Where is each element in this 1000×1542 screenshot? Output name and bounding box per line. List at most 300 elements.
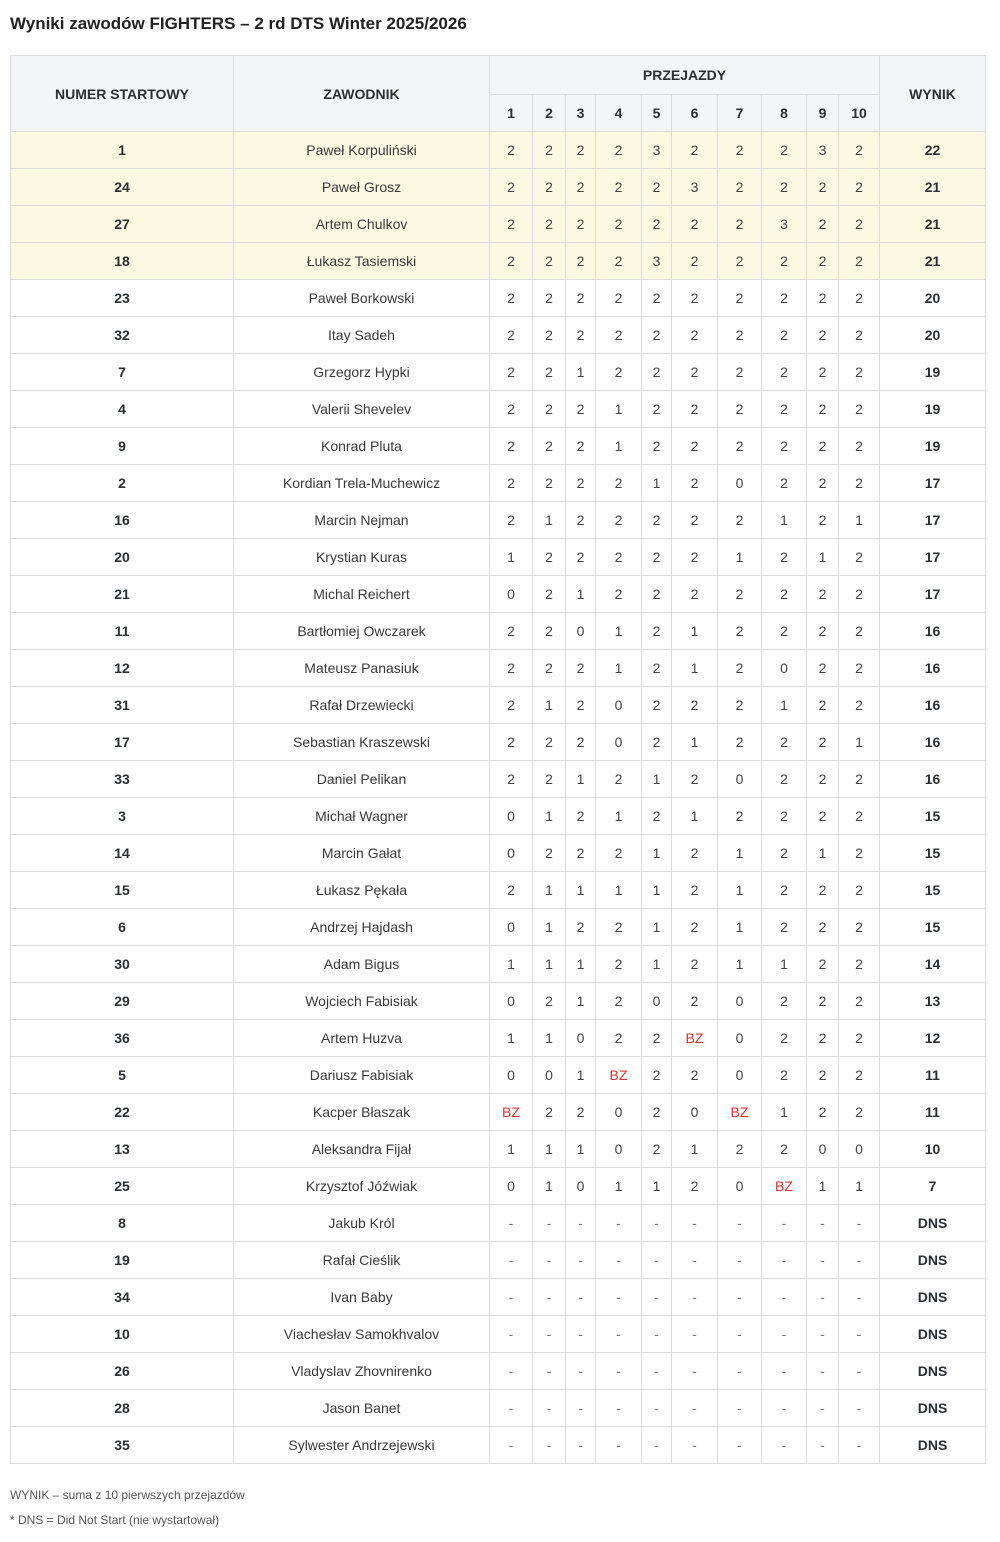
run-score-cell: 3 <box>672 169 718 206</box>
run-score-cell: 2 <box>672 132 718 169</box>
competitor-name-cell: Sylwester Andrzejewski <box>234 1427 490 1464</box>
run-score-cell: 1 <box>672 798 718 835</box>
run-score-cell: 1 <box>533 687 566 724</box>
run-score-cell: 2 <box>718 576 762 613</box>
run-score-cell: - <box>718 1279 762 1316</box>
run-score-cell: 2 <box>762 317 807 354</box>
start-number-cell: 24 <box>11 169 234 206</box>
run-score-cell: 2 <box>718 650 762 687</box>
run-score-cell: 2 <box>807 576 839 613</box>
run-score-cell: 2 <box>839 835 880 872</box>
run-score-cell: 2 <box>490 391 533 428</box>
table-row <box>11 650 986 687</box>
header-run-8: 8 <box>762 95 807 132</box>
run-score-cell: 1 <box>596 391 642 428</box>
competitor-name-cell: Adam Bigus <box>234 946 490 983</box>
run-score-cell: - <box>718 1242 762 1279</box>
run-score-cell: 0 <box>490 835 533 872</box>
run-score-cell: 2 <box>839 1020 880 1057</box>
result-cell: 17 <box>880 539 986 576</box>
run-score-cell: 2 <box>839 1094 880 1131</box>
run-score-cell: 2 <box>490 428 533 465</box>
run-score-cell: 1 <box>533 909 566 946</box>
run-score-cell: 1 <box>490 946 533 983</box>
run-score-cell: 2 <box>672 835 718 872</box>
result-cell: 16 <box>880 687 986 724</box>
competitor-name-cell: Łukasz Tasiemski <box>234 243 490 280</box>
run-score-cell: 2 <box>762 280 807 317</box>
run-score-cell: - <box>807 1427 839 1464</box>
competitor-name-cell: Artem Huzva <box>234 1020 490 1057</box>
table-row <box>11 1094 986 1131</box>
run-score-cell: 2 <box>807 428 839 465</box>
start-number-cell: 13 <box>11 1131 234 1168</box>
run-score-cell: 2 <box>566 798 596 835</box>
run-score-cell: 1 <box>807 1168 839 1205</box>
run-score-cell: - <box>807 1316 839 1353</box>
run-score-cell: - <box>596 1205 642 1242</box>
table-row <box>11 872 986 909</box>
competitor-name-cell: Viachesłav Samokhvalov <box>234 1316 490 1353</box>
header-name: ZAWODNIK <box>234 56 490 132</box>
run-score-cell: 2 <box>762 243 807 280</box>
competitor-name-cell: Kordian Trela-Muchewicz <box>234 465 490 502</box>
result-cell: 16 <box>880 613 986 650</box>
result-cell: 16 <box>880 761 986 798</box>
competitor-name-cell: Jason Banet <box>234 1390 490 1427</box>
run-score-cell: - <box>642 1242 672 1279</box>
run-score-cell: 2 <box>762 539 807 576</box>
run-score-cell: 2 <box>566 835 596 872</box>
run-score-cell: 2 <box>839 798 880 835</box>
run-score-cell: 3 <box>642 243 672 280</box>
run-score-cell: 1 <box>839 1168 880 1205</box>
run-score-cell: 2 <box>642 206 672 243</box>
start-number-cell: 6 <box>11 909 234 946</box>
table-row <box>11 1353 986 1390</box>
run-score-cell: 2 <box>807 280 839 317</box>
run-score-cell: - <box>642 1205 672 1242</box>
result-cell: DNS <box>880 1242 986 1279</box>
run-score-cell: 2 <box>762 428 807 465</box>
run-score-cell: - <box>762 1316 807 1353</box>
run-score-cell: - <box>672 1205 718 1242</box>
run-score-cell: 2 <box>596 539 642 576</box>
run-score-cell: 2 <box>762 761 807 798</box>
run-score-cell: 1 <box>566 983 596 1020</box>
run-score-cell: 2 <box>718 798 762 835</box>
run-score-cell: - <box>642 1390 672 1427</box>
table-row <box>11 835 986 872</box>
run-score-cell: 1 <box>566 761 596 798</box>
run-score-cell: - <box>718 1353 762 1390</box>
run-score-cell: 2 <box>718 354 762 391</box>
header-runs: PRZEJAZDY <box>490 56 880 95</box>
run-score-cell: BZ <box>672 1020 718 1057</box>
start-number-cell: 23 <box>11 280 234 317</box>
run-score-cell: 1 <box>566 354 596 391</box>
competitor-name-cell: Wojciech Fabisiak <box>234 983 490 1020</box>
run-score-cell: 2 <box>642 428 672 465</box>
run-score-cell: 1 <box>596 798 642 835</box>
run-score-cell: 2 <box>642 650 672 687</box>
result-cell: 15 <box>880 835 986 872</box>
run-score-cell: 2 <box>762 354 807 391</box>
start-number-cell: 26 <box>11 1353 234 1390</box>
run-score-cell: 2 <box>762 391 807 428</box>
run-score-cell: 2 <box>839 280 880 317</box>
result-cell: 16 <box>880 650 986 687</box>
run-score-cell: 1 <box>839 724 880 761</box>
run-score-cell: 1 <box>672 650 718 687</box>
table-row <box>11 909 986 946</box>
run-score-cell: 1 <box>718 539 762 576</box>
competitor-name-cell: Michał Wagner <box>234 798 490 835</box>
run-score-cell: 2 <box>490 761 533 798</box>
run-score-cell: 2 <box>807 502 839 539</box>
run-score-cell: 2 <box>642 576 672 613</box>
competitor-name-cell: Kacper Błaszak <box>234 1094 490 1131</box>
run-score-cell: 2 <box>839 650 880 687</box>
run-score-cell: 1 <box>642 1168 672 1205</box>
run-score-cell: 0 <box>839 1131 880 1168</box>
run-score-cell: 2 <box>762 724 807 761</box>
start-number-cell: 15 <box>11 872 234 909</box>
run-score-cell: 2 <box>566 428 596 465</box>
run-score-cell: - <box>807 1390 839 1427</box>
run-score-cell: 0 <box>596 687 642 724</box>
run-score-cell: 2 <box>566 280 596 317</box>
run-score-cell: - <box>566 1353 596 1390</box>
run-score-cell: - <box>566 1316 596 1353</box>
run-score-cell: 2 <box>566 465 596 502</box>
page-title: Wyniki zawodów FIGHTERS – 2 rd DTS Winter 2025/2026 <box>10 14 467 33</box>
run-score-cell: 2 <box>762 169 807 206</box>
run-score-cell: 2 <box>762 465 807 502</box>
run-score-cell: 2 <box>807 1094 839 1131</box>
run-score-cell: 2 <box>672 391 718 428</box>
run-score-cell: 2 <box>839 909 880 946</box>
run-score-cell: 2 <box>807 983 839 1020</box>
run-score-cell: 1 <box>718 872 762 909</box>
run-score-cell: 2 <box>839 243 880 280</box>
competitor-name-cell: Konrad Pluta <box>234 428 490 465</box>
table-row <box>11 1390 986 1427</box>
run-score-cell: 2 <box>566 687 596 724</box>
run-score-cell: 0 <box>596 1131 642 1168</box>
run-score-cell: 0 <box>718 761 762 798</box>
run-score-cell: 2 <box>839 539 880 576</box>
run-score-cell: - <box>672 1242 718 1279</box>
start-number-cell: 5 <box>11 1057 234 1094</box>
run-score-cell: 2 <box>807 724 839 761</box>
run-score-cell: 2 <box>642 280 672 317</box>
run-score-cell: - <box>566 1279 596 1316</box>
run-score-cell: 2 <box>672 465 718 502</box>
run-score-cell: 0 <box>718 983 762 1020</box>
run-score-cell: 0 <box>490 909 533 946</box>
table-row <box>11 576 986 613</box>
table-row <box>11 1279 986 1316</box>
run-score-cell: 2 <box>718 280 762 317</box>
run-score-cell: - <box>807 1205 839 1242</box>
run-score-cell: 2 <box>490 613 533 650</box>
run-score-cell: 2 <box>642 391 672 428</box>
run-score-cell: 2 <box>672 1168 718 1205</box>
run-score-cell: - <box>490 1242 533 1279</box>
table-row <box>11 465 986 502</box>
run-score-cell: 2 <box>490 502 533 539</box>
start-number-cell: 35 <box>11 1427 234 1464</box>
run-score-cell: 2 <box>642 354 672 391</box>
table-row <box>11 983 986 1020</box>
run-score-cell: 0 <box>672 1094 718 1131</box>
start-number-cell: 7 <box>11 354 234 391</box>
start-number-cell: 3 <box>11 798 234 835</box>
run-score-cell: 0 <box>566 1020 596 1057</box>
table-row <box>11 1020 986 1057</box>
run-score-cell: 2 <box>807 243 839 280</box>
run-score-cell: 2 <box>642 539 672 576</box>
run-score-cell: 2 <box>807 761 839 798</box>
run-score-cell: - <box>762 1390 807 1427</box>
start-number-cell: 22 <box>11 1094 234 1131</box>
run-score-cell: 1 <box>566 1131 596 1168</box>
run-score-cell: 2 <box>718 613 762 650</box>
run-score-cell: - <box>642 1316 672 1353</box>
run-score-cell: 2 <box>807 465 839 502</box>
run-score-cell: 1 <box>596 613 642 650</box>
run-score-cell: 0 <box>596 724 642 761</box>
result-cell: 10 <box>880 1131 986 1168</box>
table-row <box>11 946 986 983</box>
run-score-cell: - <box>596 1279 642 1316</box>
run-score-cell: - <box>566 1242 596 1279</box>
run-score-cell: 1 <box>718 946 762 983</box>
results-table <box>10 55 986 1464</box>
run-score-cell: 2 <box>533 206 566 243</box>
run-score-cell: 1 <box>490 1020 533 1057</box>
run-score-cell: - <box>839 1279 880 1316</box>
run-score-cell: 1 <box>490 1131 533 1168</box>
run-score-cell: 2 <box>672 1057 718 1094</box>
run-score-cell: - <box>672 1316 718 1353</box>
run-score-cell: 2 <box>533 539 566 576</box>
result-cell: DNS <box>880 1427 986 1464</box>
run-score-cell: 2 <box>807 909 839 946</box>
run-score-cell: - <box>533 1242 566 1279</box>
run-score-cell: - <box>642 1279 672 1316</box>
result-cell: 11 <box>880 1057 986 1094</box>
result-cell: DNS <box>880 1390 986 1427</box>
run-score-cell: - <box>642 1427 672 1464</box>
run-score-cell: 2 <box>672 576 718 613</box>
start-number-cell: 4 <box>11 391 234 428</box>
result-cell: 20 <box>880 280 986 317</box>
run-score-cell: 2 <box>596 835 642 872</box>
run-score-cell: 2 <box>596 243 642 280</box>
competitor-name-cell: Dariusz Fabisiak <box>234 1057 490 1094</box>
run-score-cell: 2 <box>490 872 533 909</box>
header-result: WYNIK <box>880 56 986 132</box>
start-number-cell: 16 <box>11 502 234 539</box>
run-score-cell: 0 <box>490 983 533 1020</box>
header-run-5: 5 <box>642 95 672 132</box>
run-score-cell: 2 <box>596 946 642 983</box>
run-score-cell: 2 <box>533 576 566 613</box>
run-score-cell: 2 <box>839 465 880 502</box>
run-score-cell: 1 <box>672 724 718 761</box>
run-score-cell: 1 <box>672 613 718 650</box>
run-score-cell: 2 <box>839 613 880 650</box>
run-score-cell: 2 <box>642 1131 672 1168</box>
start-number-cell: 34 <box>11 1279 234 1316</box>
run-score-cell: 2 <box>533 317 566 354</box>
run-score-cell: 2 <box>839 946 880 983</box>
run-score-cell: 1 <box>533 1131 566 1168</box>
run-score-cell: 2 <box>807 391 839 428</box>
run-score-cell: 1 <box>718 835 762 872</box>
run-score-cell: 0 <box>718 1057 762 1094</box>
run-score-cell: 1 <box>642 909 672 946</box>
run-score-cell: 2 <box>490 724 533 761</box>
table-row <box>11 613 986 650</box>
run-score-cell: 2 <box>762 613 807 650</box>
start-number-cell: 36 <box>11 1020 234 1057</box>
start-number-cell: 27 <box>11 206 234 243</box>
result-cell: DNS <box>880 1316 986 1353</box>
run-score-cell: 2 <box>533 761 566 798</box>
run-score-cell: 2 <box>839 872 880 909</box>
run-score-cell: 2 <box>807 798 839 835</box>
run-score-cell: 2 <box>566 169 596 206</box>
start-number-cell: 20 <box>11 539 234 576</box>
run-score-cell: 2 <box>596 280 642 317</box>
run-score-cell: 2 <box>762 798 807 835</box>
table-row <box>11 354 986 391</box>
run-score-cell: 2 <box>718 317 762 354</box>
run-score-cell: 2 <box>807 872 839 909</box>
result-cell: 13 <box>880 983 986 1020</box>
competitor-name-cell: Vladyslav Zhovnirenko <box>234 1353 490 1390</box>
header-run-10: 10 <box>839 95 880 132</box>
table-row <box>11 1427 986 1464</box>
competitor-name-cell: Valerii Shevelev <box>234 391 490 428</box>
run-score-cell: - <box>672 1279 718 1316</box>
result-cell: 12 <box>880 1020 986 1057</box>
run-score-cell: 2 <box>762 132 807 169</box>
run-score-cell: 2 <box>718 391 762 428</box>
run-score-cell: 2 <box>490 317 533 354</box>
run-score-cell: 2 <box>566 317 596 354</box>
result-cell: 15 <box>880 909 986 946</box>
result-cell: 14 <box>880 946 986 983</box>
run-score-cell: 1 <box>839 502 880 539</box>
run-score-cell: - <box>718 1390 762 1427</box>
run-score-cell: 2 <box>718 132 762 169</box>
run-score-cell: - <box>533 1205 566 1242</box>
run-score-cell: 2 <box>596 576 642 613</box>
start-number-cell: 28 <box>11 1390 234 1427</box>
run-score-cell: - <box>672 1390 718 1427</box>
run-score-cell: 2 <box>533 169 566 206</box>
run-score-cell: - <box>839 1427 880 1464</box>
run-score-cell: 1 <box>642 835 672 872</box>
start-number-cell: 17 <box>11 724 234 761</box>
run-score-cell: 2 <box>807 613 839 650</box>
run-score-cell: 2 <box>533 1094 566 1131</box>
run-score-cell: 1 <box>533 946 566 983</box>
table-row <box>11 1168 986 1205</box>
run-score-cell: 2 <box>596 354 642 391</box>
result-cell: 19 <box>880 354 986 391</box>
run-score-cell: 2 <box>839 428 880 465</box>
competitor-name-cell: Marcin Gałat <box>234 835 490 872</box>
run-score-cell: 2 <box>718 687 762 724</box>
run-score-cell: - <box>642 1353 672 1390</box>
run-score-cell: 2 <box>596 465 642 502</box>
run-score-cell: 2 <box>839 983 880 1020</box>
run-score-cell: 2 <box>490 687 533 724</box>
run-score-cell: 1 <box>718 909 762 946</box>
run-score-cell: - <box>807 1279 839 1316</box>
header-run-4: 4 <box>596 95 642 132</box>
table-row <box>11 206 986 243</box>
run-score-cell: 2 <box>490 280 533 317</box>
run-score-cell: 2 <box>642 169 672 206</box>
run-score-cell: 2 <box>642 317 672 354</box>
run-score-cell: 2 <box>533 465 566 502</box>
run-score-cell: 2 <box>672 983 718 1020</box>
table-row <box>11 687 986 724</box>
table-row <box>11 502 986 539</box>
run-score-cell: 2 <box>642 502 672 539</box>
start-number-cell: 2 <box>11 465 234 502</box>
result-cell: 17 <box>880 502 986 539</box>
run-score-cell: 2 <box>596 983 642 1020</box>
run-score-cell: 2 <box>807 317 839 354</box>
run-score-cell: - <box>839 1242 880 1279</box>
run-score-cell: 1 <box>566 872 596 909</box>
run-score-cell: 2 <box>672 428 718 465</box>
competitor-name-cell: Krystian Kuras <box>234 539 490 576</box>
run-score-cell: - <box>490 1316 533 1353</box>
start-number-cell: 18 <box>11 243 234 280</box>
competitor-name-cell: Bartłomiej Owczarek <box>234 613 490 650</box>
run-score-cell: 2 <box>672 539 718 576</box>
competitor-name-cell: Daniel Pelikan <box>234 761 490 798</box>
run-score-cell: 0 <box>566 1168 596 1205</box>
run-score-cell: 1 <box>533 872 566 909</box>
run-score-cell: 2 <box>566 650 596 687</box>
run-score-cell: BZ <box>490 1094 533 1131</box>
result-cell: 21 <box>880 243 986 280</box>
run-score-cell: - <box>762 1205 807 1242</box>
run-score-cell: - <box>596 1427 642 1464</box>
table-body <box>11 132 986 1464</box>
result-cell: 15 <box>880 798 986 835</box>
table-row <box>11 761 986 798</box>
run-score-cell: 2 <box>566 391 596 428</box>
run-score-cell: - <box>490 1390 533 1427</box>
run-score-cell: 2 <box>762 983 807 1020</box>
run-score-cell: 2 <box>490 465 533 502</box>
run-score-cell: - <box>566 1390 596 1427</box>
run-score-cell: 1 <box>762 946 807 983</box>
run-score-cell: 2 <box>718 502 762 539</box>
start-number-cell: 10 <box>11 1316 234 1353</box>
run-score-cell: - <box>490 1427 533 1464</box>
